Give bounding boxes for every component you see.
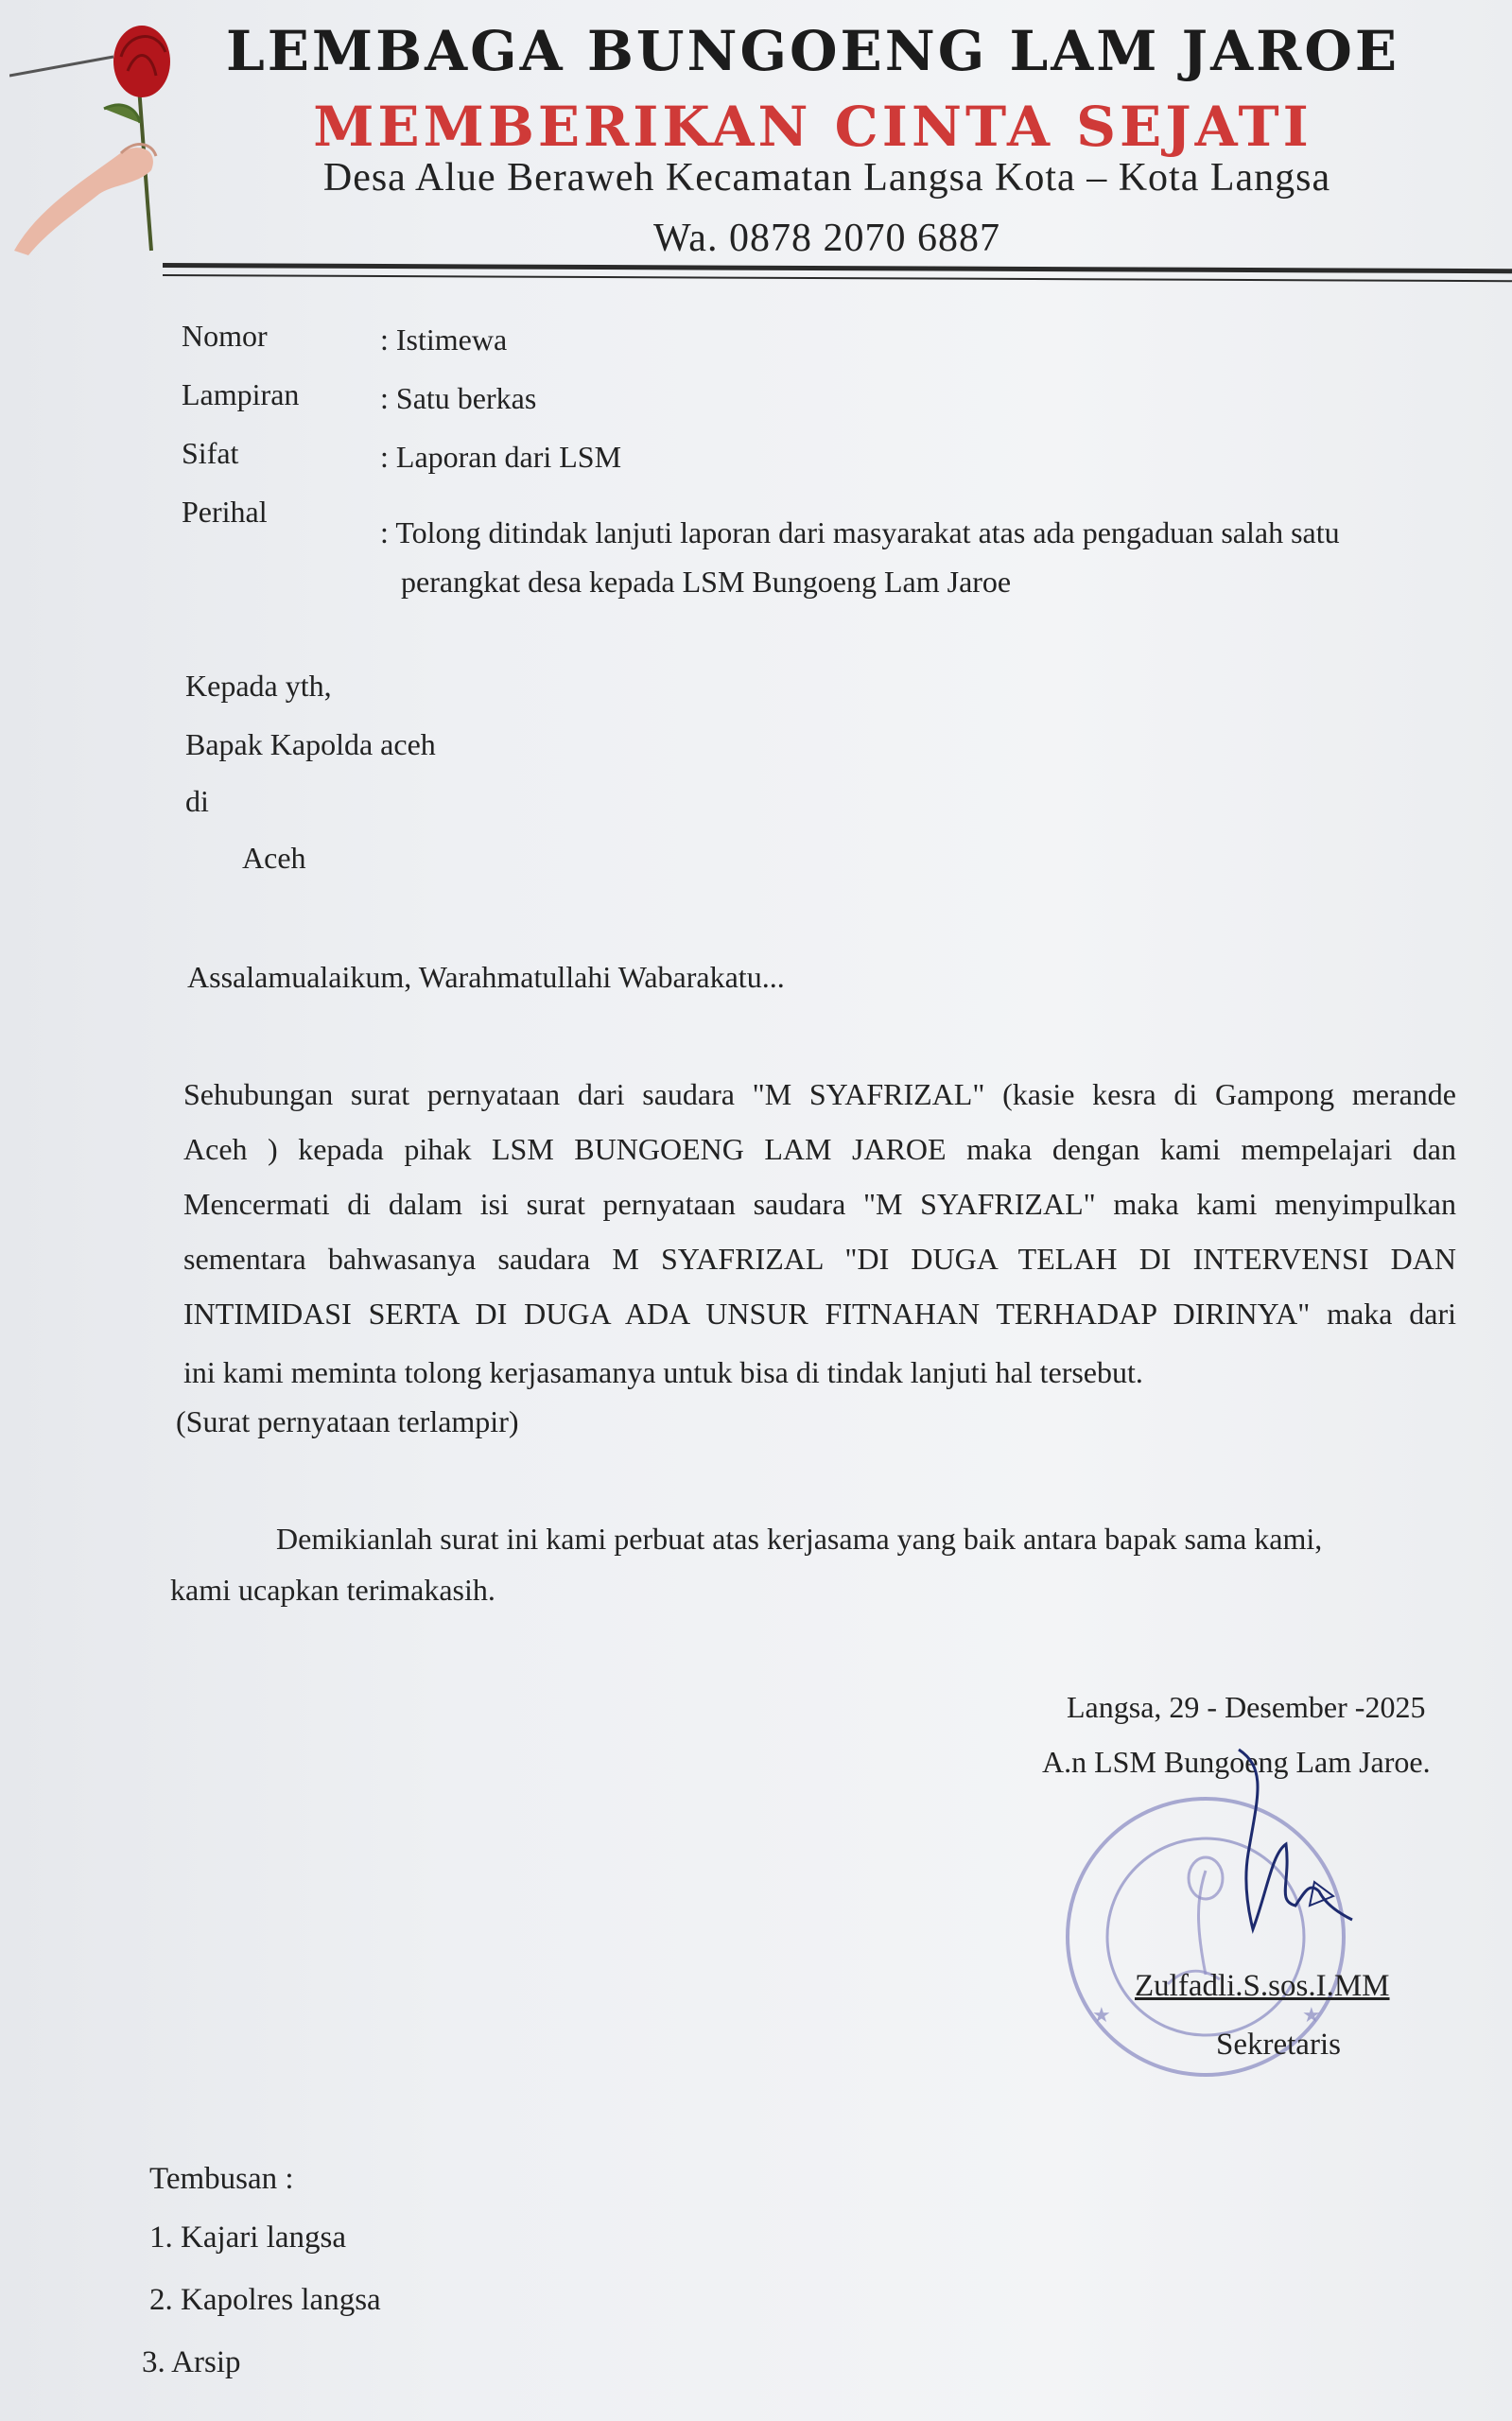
body-line-3: Mencermati di dalam isi surat pernyataan saudara "M SYAFRIZAL" maka kami menyimpulkan [183,1187,1456,1221]
meta-perihal-continued: perangkat desa kepada LSM Bungoeng Lam Jaroe [401,565,1012,599]
svg-text:★: ★ [1302,2004,1321,2028]
recipient-line3: di [185,784,209,818]
header-rule-thick [163,263,1512,273]
meta-label-nomor: Nomor [182,319,268,353]
body-line-5: INTIMIDASI SERTA DI DUGA ADA UNSUR FITNAHAN TERHADAP DIRINYA" maka dari [183,1297,1456,1331]
meta-value-sifat: : Laporan dari LSM [380,440,622,474]
closing-line-1: Demikianlah surat ini kami perbuat atas kerjasama yang baik antara bapak sama kami, [276,1522,1323,1556]
body-line-1: Sehubungan surat pernyataan dari saudara "M SYAFRIZAL" (kasie kesra di Gampong merande [183,1077,1456,1111]
signature-icon [1229,1740,1390,1977]
meta-label-perihal: Perihal [182,495,268,529]
place-date: Langsa, 29 - Desember -2025 [1067,1690,1426,1724]
body-line-4: sementara bahwasanya saudara M SYAFRIZAL "DI DUGA TELAH DI INTERVENSI DAN [183,1242,1456,1276]
meta-label-lampiran: Lampiran [182,377,300,411]
org-address: Desa Alue Beraweh Kecamatan Langsa Kota – Kota Langsa [322,156,1331,200]
body-line-6: ini kami meminta tolong kerjasamanya untuk bisa di tindak lanjuti hal tersebut. [183,1355,1143,1389]
meta-label-sifat: Sifat [182,436,239,470]
header-rule-thin [163,274,1512,282]
org-phone: Wa. 0878 2070 6887 [653,217,1000,260]
org-tagline: MEMBERIKAN CINTA SEJATI [313,95,1312,159]
signatory-role: Sekretaris [1216,2028,1341,2062]
on-behalf: A.n LSM Bungoeng Lam Jaroe. [1042,1745,1431,1779]
recipient-line4: Aceh [242,841,306,875]
cc-item-1: 1. Kajari langsa [149,2221,347,2255]
org-name: LEMBAGA BUNGOENG LAM JAROE [225,19,1400,83]
recipient-line2: Bapak Kapolda aceh [185,727,436,761]
recipient-line1: Kepada yth, [185,669,332,703]
cc-item-2: 2. Kapolres langsa [149,2283,381,2317]
body-line-2: Aceh ) kepada pihak LSM BUNGOENG LAM JAROE maka dengan kami mempelajari dan [183,1132,1456,1166]
greeting: Assalamualaikum, Warahmatullahi Wabarakatu... [187,960,785,994]
cc-item-3: 3. Arsip [142,2345,241,2379]
meta-value-nomor: : Istimewa [380,322,508,357]
signatory-name: Zulfadli.S.sos.I.MM [1135,1969,1390,2003]
meta-value-lampiran: : Satu berkas [380,381,537,415]
attachment-note: (Surat pernyataan terlampir) [176,1404,519,1438]
cc-title: Tembusan : [149,2162,294,2196]
meta-value-perihal: : Tolong ditindak lanjuti laporan dari masyarakat atas ada pengaduan salah satu [380,515,1340,549]
closing-line-2: kami ucapkan terimakasih. [170,1573,495,1607]
svg-text:★: ★ [1092,2004,1111,2028]
